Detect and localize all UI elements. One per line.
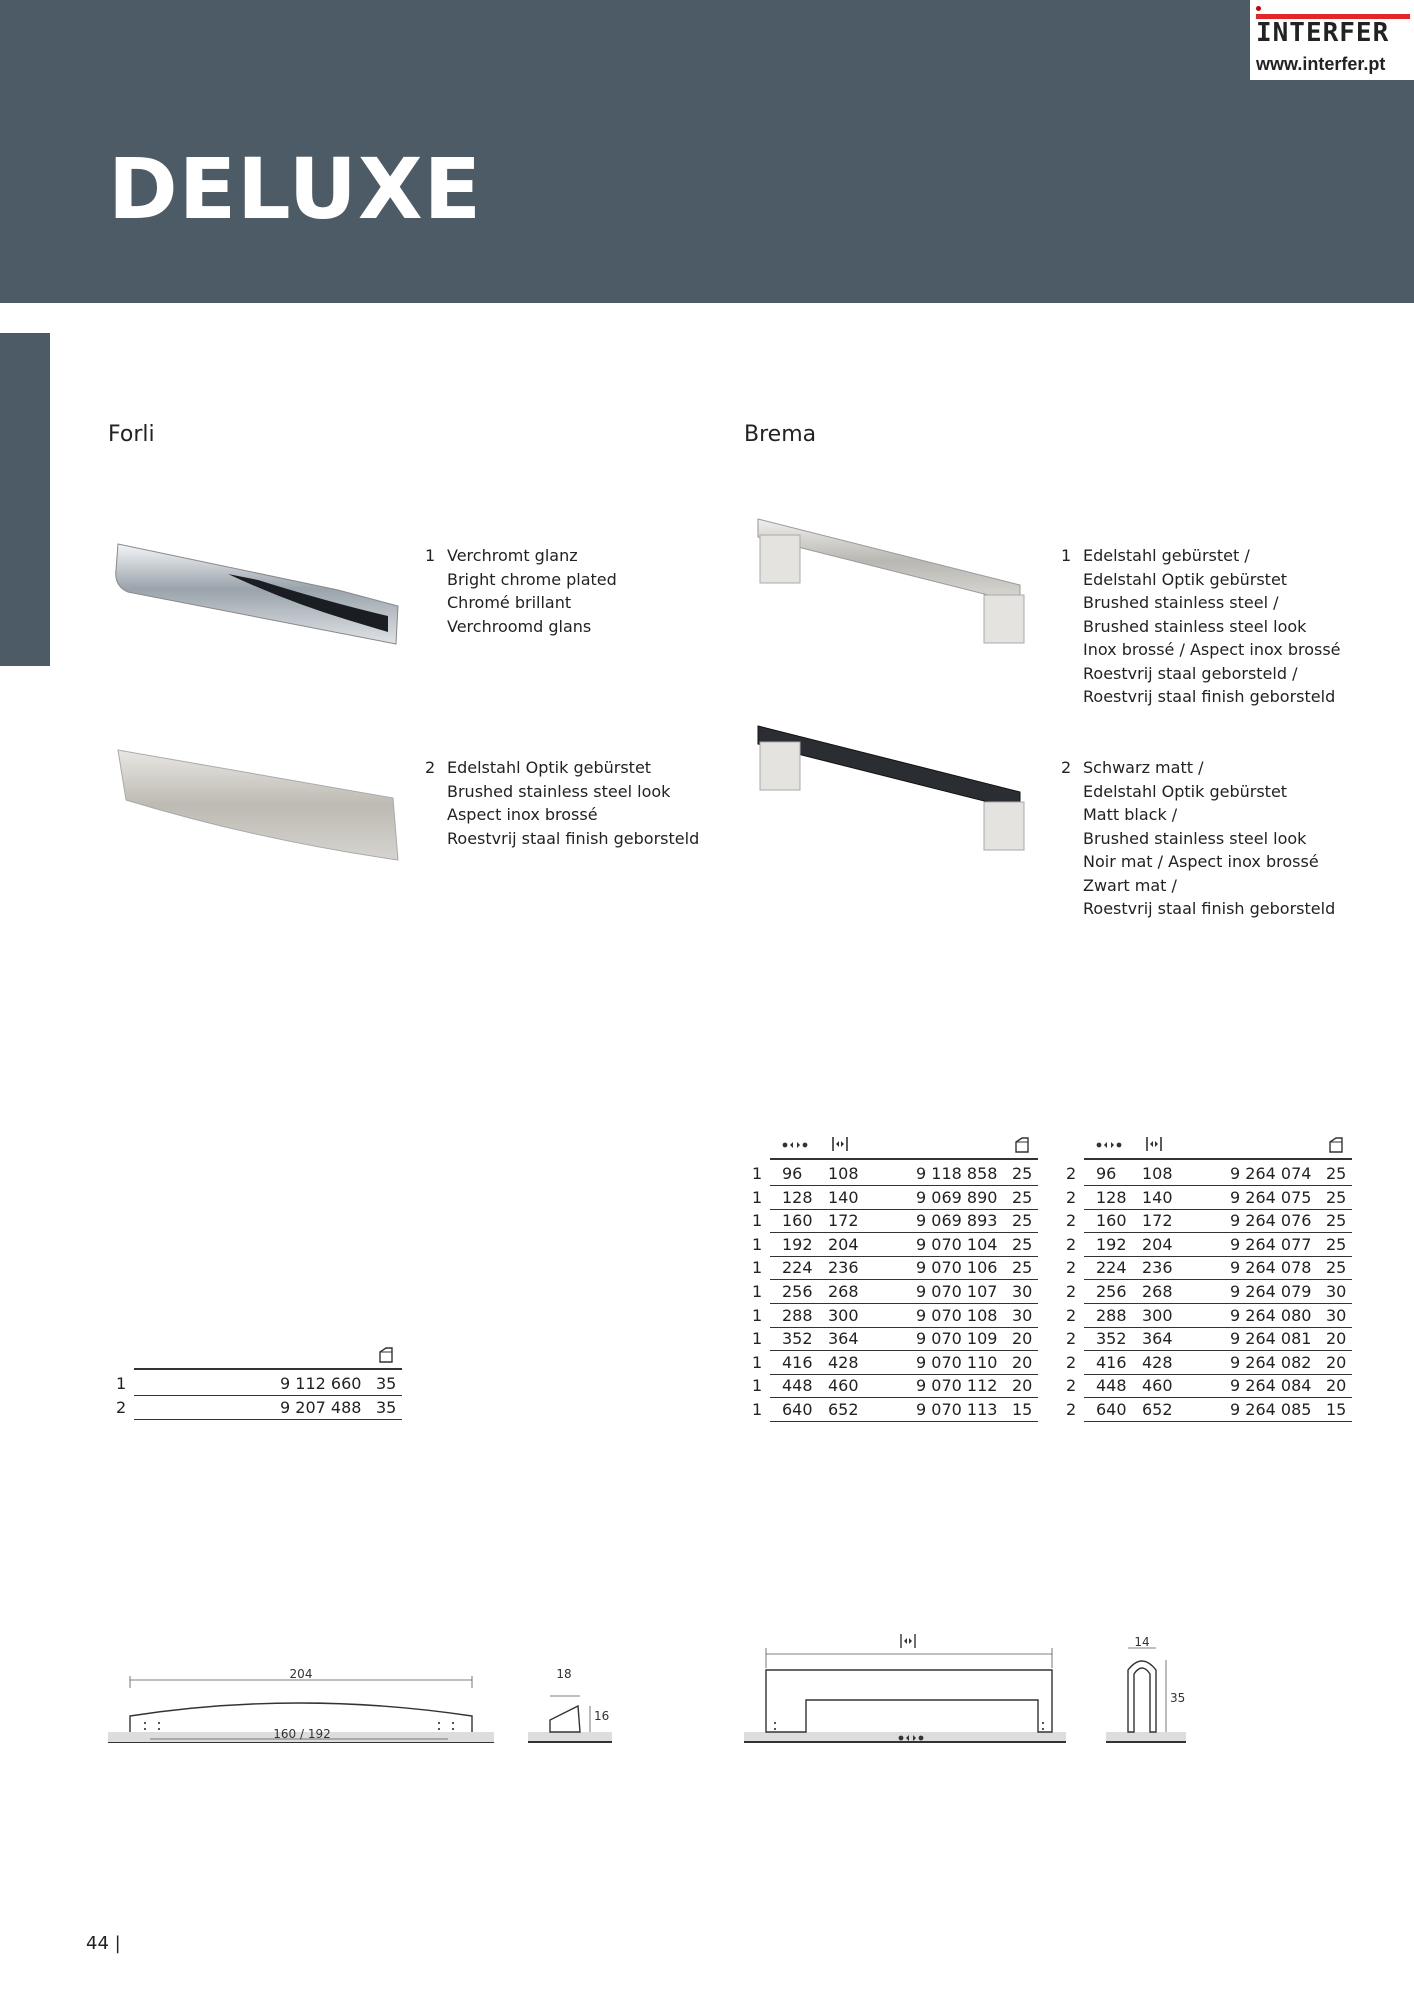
- table-row: [744, 1280, 1038, 1304]
- table-row: [1058, 1162, 1352, 1186]
- table-row: [1058, 1327, 1352, 1351]
- variant-line: Roestvrij staal finish geborsteld: [1083, 899, 1336, 918]
- cell-variant: 1: [752, 1400, 763, 1419]
- cell-hole-spacing: 448: [1096, 1376, 1127, 1396]
- cell-hole-spacing: 192: [1096, 1234, 1127, 1254]
- cell-qty: 20: [1012, 1329, 1033, 1349]
- cell-variant: 1: [752, 1282, 763, 1301]
- forli-technical-drawing: [108, 1660, 508, 1750]
- cell-qty: 30: [1012, 1305, 1033, 1325]
- cell-length: 364: [1142, 1329, 1173, 1349]
- cell-code: 9 264 080: [1230, 1305, 1312, 1325]
- cell-code: 9 070 112: [916, 1376, 998, 1396]
- page-title: DELUXE: [108, 140, 482, 238]
- cell-qty: 35: [376, 1398, 397, 1417]
- cell-code: 9 264 077: [1230, 1234, 1312, 1254]
- cell-code: 9 264 085: [1230, 1400, 1312, 1419]
- cell-length: 268: [828, 1282, 859, 1301]
- cell-hole-spacing: 96: [782, 1164, 803, 1183]
- table-header-line: [1084, 1158, 1352, 1160]
- table-row: [744, 1256, 1038, 1280]
- dimension-label: 14: [1134, 1635, 1150, 1649]
- cell-hole-spacing: 416: [1096, 1352, 1127, 1372]
- cell-qty: 30: [1012, 1282, 1033, 1301]
- cell-qty: 25: [1012, 1211, 1033, 1231]
- cell-qty: 20: [1012, 1376, 1033, 1396]
- cell-qty: 15: [1326, 1400, 1347, 1419]
- variant-line: Brushed stainless steel look: [1083, 616, 1307, 636]
- brand-logo[interactable]: [1250, 0, 1414, 80]
- variant-line: Matt black /: [1083, 805, 1178, 824]
- cell-hole-spacing: 352: [1096, 1329, 1127, 1349]
- cell-code: 9 207 488: [280, 1398, 362, 1417]
- cell-code: 9 070 109: [916, 1329, 998, 1349]
- cell-hole-spacing: 640: [782, 1400, 813, 1419]
- variant-line: Brushed stainless steel look: [447, 781, 671, 801]
- cell-qty: 15: [1012, 1400, 1033, 1419]
- cell-code: 9 264 074: [1230, 1164, 1312, 1183]
- cell-hole-spacing: 256: [1096, 1282, 1127, 1301]
- cell-hole-spacing: 128: [1096, 1187, 1127, 1207]
- cell-hole-spacing: 288: [1096, 1305, 1127, 1325]
- row-divider: [770, 1421, 1038, 1422]
- cell-qty: 20: [1326, 1329, 1347, 1349]
- cell-variant: 2: [1066, 1282, 1077, 1301]
- brema-order-table-2: [1058, 1130, 1358, 1420]
- cell-length: 460: [828, 1376, 859, 1396]
- cell-variant: 1: [752, 1234, 763, 1254]
- page-number: [86, 1933, 121, 1954]
- variant-number: 2: [1061, 758, 1072, 777]
- cell-code: 9 069 890: [916, 1187, 998, 1207]
- cell-hole-spacing: 128: [782, 1187, 813, 1207]
- table-row: [1058, 1280, 1352, 1304]
- cell-qty: 20: [1012, 1352, 1033, 1372]
- variant-line: Zwart mat /: [1083, 875, 1177, 895]
- variant-line: Chromé brillant: [447, 593, 572, 612]
- side-tab: [0, 333, 50, 666]
- row-divider: [1084, 1421, 1352, 1422]
- variant-line: Roestvrij staal geborsteld /: [1083, 663, 1298, 683]
- cell-code: 9 264 081: [1230, 1329, 1312, 1349]
- cell-qty: 25: [1326, 1187, 1347, 1207]
- cell-qty: 25: [1326, 1211, 1347, 1231]
- overall-length-icon: [901, 1634, 915, 1648]
- cell-variant: 1: [752, 1258, 763, 1278]
- cell-code: 9 264 076: [1230, 1211, 1312, 1231]
- cell-code: 9 264 075: [1230, 1187, 1312, 1207]
- product-name-forli: Forli: [108, 422, 155, 447]
- cell-variant: 1: [752, 1211, 763, 1231]
- package-icon: [1014, 1136, 1030, 1154]
- product-name-brema: Brema: [744, 422, 817, 447]
- cell-code: 9 264 079: [1230, 1282, 1312, 1301]
- page-number-divider: |: [114, 1933, 121, 1954]
- cell-length: 652: [1142, 1400, 1173, 1419]
- cell-code: 9 264 084: [1230, 1376, 1312, 1396]
- variant-line: Edelstahl Optik gebürstet: [1083, 781, 1288, 801]
- forli-profile-drawing: [528, 1660, 628, 1750]
- cell-qty: 25: [1012, 1234, 1033, 1254]
- table-row: [744, 1304, 1038, 1328]
- cell-variant: 1: [116, 1374, 127, 1393]
- table-row: [1058, 1374, 1352, 1398]
- cell-length: 108: [1142, 1164, 1173, 1183]
- cell-variant: 1: [752, 1352, 763, 1372]
- variant-line: Noir mat / Aspect inox brossé: [1083, 852, 1319, 871]
- brema-black-handle-image: [750, 722, 1030, 862]
- variant-line: Bright chrome plated: [447, 569, 617, 589]
- cell-variant: 2: [1066, 1400, 1077, 1419]
- cell-length: 300: [828, 1305, 859, 1325]
- table-row: [1058, 1351, 1352, 1375]
- cell-hole-spacing: 224: [782, 1258, 813, 1278]
- cell-hole-spacing: 192: [782, 1234, 813, 1254]
- table-row: [744, 1374, 1038, 1398]
- variant-line: Brushed stainless steel look: [1083, 828, 1307, 848]
- cell-variant: 1: [752, 1187, 763, 1207]
- cell-length: 204: [1142, 1234, 1173, 1254]
- cell-length: 364: [828, 1329, 859, 1349]
- cell-variant: 2: [116, 1398, 127, 1417]
- variant-line: Aspect inox brossé: [447, 805, 598, 824]
- cell-code: 9 070 104: [916, 1234, 998, 1254]
- cell-variant: 2: [1066, 1164, 1077, 1183]
- table-row: [744, 1186, 1038, 1210]
- table-row: [1058, 1304, 1352, 1328]
- cell-qty: 20: [1326, 1352, 1347, 1372]
- brema-technical-drawing: [744, 1628, 1084, 1752]
- cell-hole-spacing: 224: [1096, 1258, 1127, 1278]
- cell-qty: 25: [1012, 1258, 1033, 1278]
- row-divider: [134, 1419, 402, 1420]
- cell-length: 652: [828, 1400, 859, 1419]
- dimension-label: 160 / 192: [273, 1727, 331, 1741]
- table-row: [1058, 1186, 1352, 1210]
- table-row: [1058, 1209, 1352, 1233]
- cell-variant: 2: [1066, 1376, 1077, 1396]
- cell-variant: 1: [752, 1164, 763, 1183]
- cell-variant: 2: [1066, 1329, 1077, 1349]
- hole-spacing-icon: [782, 1138, 808, 1152]
- table-row: [744, 1398, 1038, 1422]
- variant-line: Verchromt glanz: [447, 546, 578, 565]
- cell-hole-spacing: 448: [782, 1376, 813, 1396]
- forli-chrome-handle-image: [108, 520, 408, 660]
- table-row: [744, 1162, 1038, 1186]
- variant-line: Roestvrij staal finish geborsteld: [1083, 687, 1336, 706]
- cell-length: 108: [828, 1164, 859, 1183]
- forli-steel-handle-image: [108, 730, 408, 880]
- cell-code: 9 264 082: [1230, 1352, 1312, 1372]
- variant-line: Edelstahl Optik gebürstet: [447, 758, 652, 777]
- cell-variant: 1: [752, 1376, 763, 1396]
- page-number-text: 44: [86, 1933, 109, 1954]
- cell-length: 172: [1142, 1211, 1173, 1231]
- cell-qty: 25: [1012, 1187, 1033, 1207]
- cell-code: 9 070 107: [916, 1282, 998, 1301]
- logo-dot: [1256, 6, 1261, 11]
- cell-code: 9 070 108: [916, 1305, 998, 1325]
- variant-line: Edelstahl Optik gebürstet: [1083, 569, 1288, 589]
- package-icon: [378, 1346, 394, 1364]
- table-row: [744, 1209, 1038, 1233]
- table-row: [108, 1372, 402, 1396]
- cell-length: 140: [1142, 1187, 1173, 1207]
- cell-code: 9 118 858: [916, 1164, 998, 1183]
- cell-qty: 25: [1326, 1258, 1347, 1278]
- cell-length: 236: [828, 1258, 859, 1278]
- variant-number: 2: [425, 758, 436, 777]
- cell-qty: 30: [1326, 1282, 1347, 1301]
- cell-code: 9 070 113: [916, 1400, 998, 1419]
- variant-line: Inox brossé / Aspect inox brossé: [1083, 640, 1341, 659]
- cell-variant: 2: [1066, 1234, 1077, 1254]
- cell-length: 428: [828, 1352, 859, 1372]
- logo-name: INTERFER: [1256, 18, 1390, 48]
- table-row: [108, 1396, 402, 1420]
- cell-hole-spacing: 352: [782, 1329, 813, 1349]
- cell-length: 268: [1142, 1282, 1173, 1301]
- cell-code: 9 264 078: [1230, 1258, 1312, 1278]
- variant-number: 1: [1061, 546, 1072, 565]
- forli-order-table: [108, 1340, 408, 1420]
- cell-code: 9 070 110: [916, 1352, 998, 1372]
- cell-variant: 2: [1066, 1258, 1077, 1278]
- variant-line: Verchroomd glans: [447, 616, 592, 636]
- cell-hole-spacing: 640: [1096, 1400, 1127, 1419]
- cell-variant: 2: [1066, 1211, 1077, 1231]
- table-header-line: [134, 1368, 402, 1370]
- cell-hole-spacing: 96: [1096, 1164, 1117, 1183]
- logo-url[interactable]: www.interfer.pt: [1256, 54, 1386, 74]
- cell-variant: 1: [752, 1329, 763, 1349]
- cell-qty: 30: [1326, 1305, 1347, 1325]
- cell-hole-spacing: 288: [782, 1305, 813, 1325]
- table-row: [744, 1351, 1038, 1375]
- cell-qty: 25: [1012, 1164, 1033, 1183]
- variant-number: 1: [425, 546, 436, 565]
- cell-length: 428: [1142, 1352, 1173, 1372]
- cell-qty: 25: [1326, 1164, 1347, 1183]
- cell-hole-spacing: 416: [782, 1352, 813, 1372]
- table-row: [744, 1327, 1038, 1351]
- brema-profile-drawing: [1106, 1628, 1202, 1752]
- cell-code: 9 112 660: [280, 1374, 362, 1393]
- table-row: [1058, 1398, 1352, 1422]
- brema-order-table-1: [744, 1130, 1044, 1420]
- cell-variant: 2: [1066, 1305, 1077, 1325]
- cell-length: 460: [1142, 1376, 1173, 1396]
- dimension-label: 18: [556, 1667, 572, 1681]
- cell-length: 236: [1142, 1258, 1173, 1278]
- hole-spacing-icon: [1096, 1138, 1122, 1152]
- variant-line: Schwarz matt /: [1083, 758, 1204, 777]
- cell-qty: 35: [376, 1374, 397, 1393]
- cell-hole-spacing: 256: [782, 1282, 813, 1301]
- cell-qty: 20: [1326, 1376, 1347, 1396]
- cell-length: 300: [1142, 1305, 1173, 1325]
- table-row: [1058, 1233, 1352, 1257]
- dimension-label: 35: [1170, 1691, 1186, 1705]
- dimension-label: 204: [289, 1667, 313, 1681]
- variant-line: Edelstahl gebürstet /: [1083, 546, 1250, 565]
- dimension-label: 16: [594, 1709, 610, 1723]
- table-header-line: [770, 1158, 1038, 1160]
- cell-variant: 2: [1066, 1352, 1077, 1372]
- cell-qty: 25: [1326, 1234, 1347, 1254]
- cell-length: 140: [828, 1187, 859, 1207]
- cell-code: 9 070 106: [916, 1258, 998, 1278]
- table-row: [1058, 1256, 1352, 1280]
- variant-line: Brushed stainless steel /: [1083, 593, 1279, 612]
- table-row: [744, 1233, 1038, 1257]
- variant-line: Roestvrij staal finish geborsteld: [447, 828, 700, 848]
- cell-variant: 1: [752, 1305, 763, 1325]
- brema-steel-handle-image: [750, 515, 1030, 655]
- cell-hole-spacing: 160: [1096, 1211, 1127, 1231]
- cell-variant: 2: [1066, 1187, 1077, 1207]
- overall-length-icon: [1145, 1135, 1163, 1153]
- cell-length: 204: [828, 1234, 859, 1254]
- package-icon: [1328, 1136, 1344, 1154]
- cell-code: 9 069 893: [916, 1211, 998, 1231]
- overall-length-icon: [831, 1135, 849, 1153]
- cell-length: 172: [828, 1211, 859, 1231]
- cell-hole-spacing: 160: [782, 1211, 813, 1231]
